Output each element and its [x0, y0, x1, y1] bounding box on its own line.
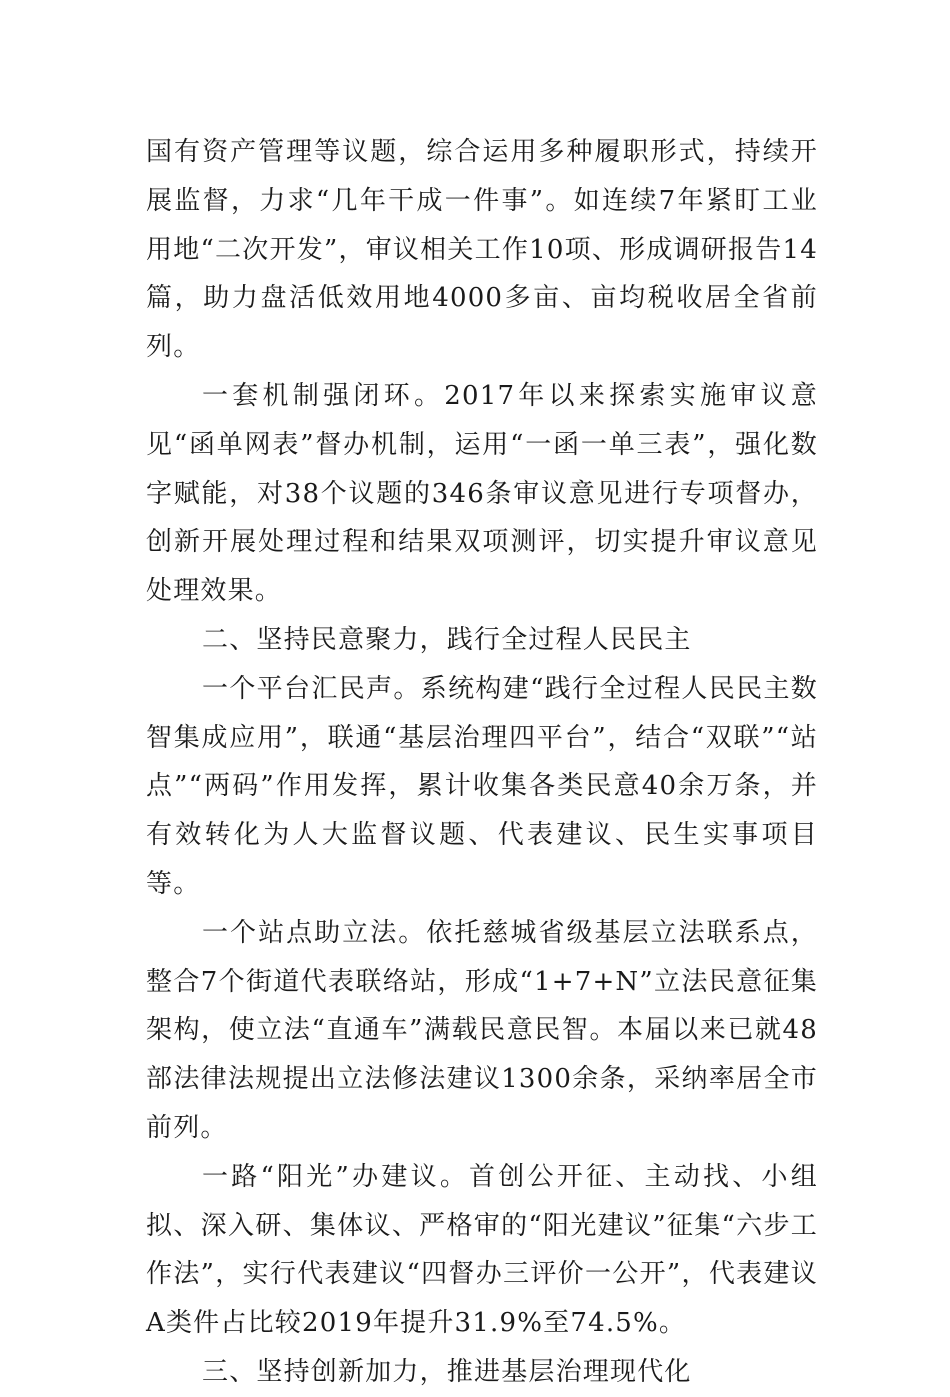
section-heading-2: 二、坚持民意聚力，践行全过程人民民主 [202, 624, 692, 655]
document-body [146, 128, 818, 1397]
paragraph-continued: 国有资产管理等议题，综合运用多种履职形式，持续开展监督，力求“几年干成一件事”。如连续7年紧盯工业用地“二次开发”，审议相关工作10项、形成调研报告14篇，助力盘活低效用地4000多亩、亩均税收居全省前列。 [146, 137, 818, 363]
paragraph-legislation: 一个站点助立法。依托慈城省级基层立法联系点，整合7个街道代表联络站，形成“1+7+N”立法民意征集架构，使立法“直通车”满载民意民智。本届以来已就48部法律法规提出立法修法建议1300余条，采纳率居全市前列。 [146, 917, 818, 1143]
paragraph-suggestions: 一路“阳光”办建议。首创公开征、主动找、小组拟、深入研、集体议、严格审的“阳光建议”征集“六步工作法”，实行代表建议“四督办三评价一公开”，代表建议A类件占比较2019年提升31.9%至74.5%。 [146, 1161, 818, 1339]
section-heading-3: 三、坚持创新加力，推进基层治理现代化 [202, 1356, 692, 1387]
paragraph-mechanism: 一套机制强闭环。2017年以来探索实施审议意见“函单网表”督办机制，运用“一函一单三表”，强化数字赋能，对38个议题的346条审议意见进行专项督办，创新开展处理过程和结果双项测评，切实提升审议意见处理效果。 [146, 380, 818, 607]
paragraph-platform: 一个平台汇民声。系统构建“践行全过程人民民主数智集成应用”，联通“基层治理四平台”，结合“双联”“站点”“两码”作用发挥，累计收集各类民意40余万条，并有效转化为人大监督议题、代表建议、民生实事项目等。 [146, 673, 818, 899]
